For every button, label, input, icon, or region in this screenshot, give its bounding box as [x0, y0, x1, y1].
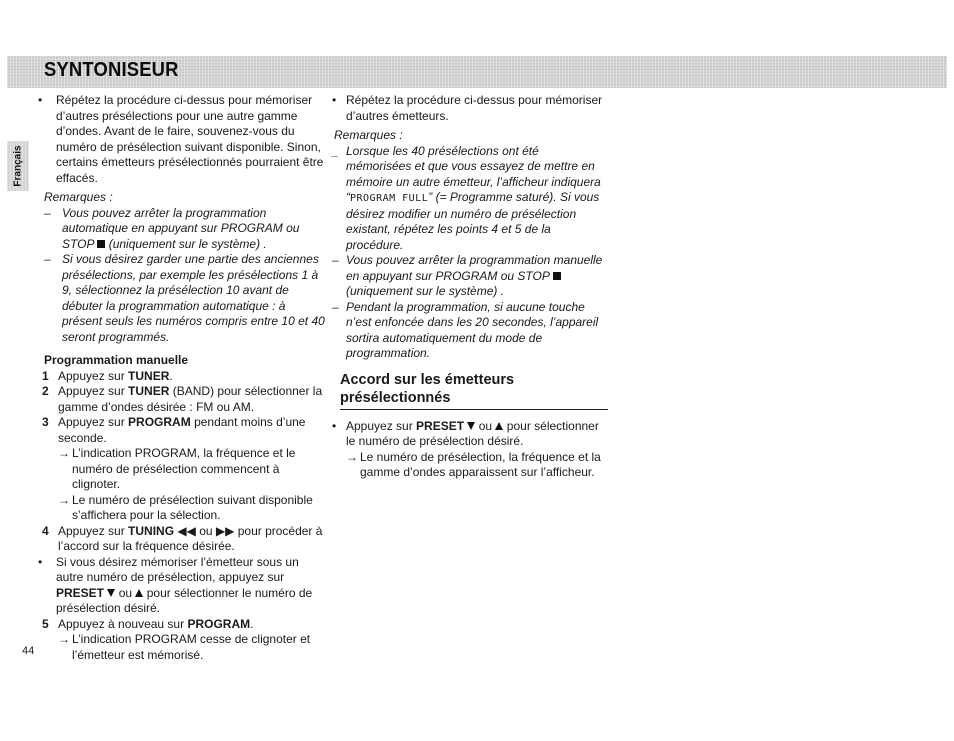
- remark-item: [38, 252, 328, 345]
- list-item: [332, 419, 607, 450]
- dash-marker: –: [332, 253, 339, 267]
- step-text: Appuyez sur TUNER (BAND) pour sélectionner la gamme d’ondes désirée : FM ou AM.: [58, 384, 323, 414]
- result-item: [38, 632, 328, 663]
- remark-text: Pendant la programmation, si aucune touche n’est enfoncée dans les 20 secondes, l’appareil sortira automatiquement du mode de programmation.: [346, 299, 599, 360]
- result-text: Le numéro de présélection suivant disponible s’affichera pour la sélection.: [72, 492, 313, 522]
- bullet-marker: •: [332, 93, 337, 107]
- step-number: 5: [42, 616, 49, 631]
- step-item: [38, 369, 328, 385]
- result-text: L’indication PROGRAM cesse de clignoter et l’émetteur est mémorisé.: [72, 632, 311, 662]
- dash-marker: –: [44, 205, 51, 220]
- arrow-right-icon: →: [58, 492, 70, 507]
- fast-forward-icon: ▶▶: [215, 523, 235, 538]
- remark-text: Si vous désirez garder une partie des anciennes présélections, par exemple les présélections 1 à 9, sélectionnez la présélection 10 avant de débuter la programmation automatique : à présent seuls les numéros compris entre 10 et 40 seront programmés.: [62, 252, 325, 344]
- bullet-marker: •: [38, 93, 43, 107]
- section-heading: [332, 371, 607, 410]
- step-item: [38, 384, 328, 415]
- arrow-right-icon: →: [58, 446, 70, 460]
- list-item: [38, 93, 328, 186]
- page-title: SYNTONISEUR: [44, 59, 179, 81]
- paragraph: Si vous désirez mémoriser l’émetteur sous un autre numéro de présélection, appuyez sur PRESET ou pour sélectionner le numéro de présélection désiré.: [56, 554, 313, 615]
- step-text: Appuyez sur TUNING ◀◀ ou ▶▶ pour procéder à l’accord sur la fréquence désirée.: [58, 523, 323, 553]
- result-item: [38, 493, 328, 524]
- dash-marker: _: [332, 143, 339, 158]
- lcd-display-text: PROGRAM FULL: [350, 193, 429, 204]
- triangle-up-icon: [135, 589, 143, 597]
- dash-marker: –: [44, 252, 51, 266]
- step-item: [38, 524, 328, 555]
- remark-item: [332, 300, 607, 362]
- section-rule: [340, 409, 608, 410]
- step-text: Appuyez à nouveau sur PROGRAM.: [58, 616, 254, 631]
- bullet-marker: •: [38, 554, 43, 569]
- remark-text: Vous pouvez arrêter la programmation automatique en appuyant sur PROGRAM ou STOP (uniquement sur le système) .: [62, 205, 300, 251]
- left-column: [38, 93, 328, 663]
- triangle-down-icon: [467, 422, 475, 430]
- result-text: L’indication PROGRAM, la fréquence et le numéro de présélection commencent à clignoter.: [72, 446, 296, 491]
- result-item: [332, 450, 607, 481]
- result-item: [38, 446, 328, 493]
- language-tab-label: Français: [12, 145, 24, 187]
- step-text: Appuyez sur TUNER.: [58, 368, 173, 383]
- step-number: 1: [42, 368, 49, 383]
- list-item: [332, 93, 607, 124]
- step-number: 2: [42, 384, 49, 398]
- step-item: [38, 617, 328, 633]
- arrow-right-icon: →: [58, 632, 70, 646]
- section-title-line: présélectionnés: [340, 389, 451, 406]
- remark-item: [332, 144, 607, 254]
- remarks-title: Remarques :: [334, 128, 403, 142]
- triangle-up-icon: [495, 422, 503, 430]
- result-text: Le numéro de présélection, la fréquence et la gamme d’ondes apparaissent sur l’afficheur.: [360, 449, 601, 479]
- step-text: Appuyez sur PROGRAM pendant moins d’une seconde.: [58, 415, 306, 445]
- step-number: 4: [42, 523, 49, 538]
- step-number: 3: [42, 415, 49, 429]
- list-item: [38, 555, 328, 617]
- rewind-icon: ◀◀: [177, 523, 196, 538]
- page-number: 44: [22, 645, 35, 657]
- remark-text: Vous pouvez arrêter la programmation manuelle en appuyant sur PROGRAM ou STOP (uniquement sur le système) .: [346, 253, 603, 298]
- stop-square-icon: [97, 240, 105, 248]
- bullet-marker: •: [332, 418, 337, 433]
- step-item: [38, 415, 328, 446]
- remarks-title: Remarques :: [44, 190, 113, 204]
- remark-text: Lorsque les 40 présélections ont été mémorisées et que vous essayez de mettre en mémoire un autre émetteur, l’afficheur indiquera “PROGRAM FULL” (= Programme saturé). Si vous désirez modifier un numéro de présélection existant, répétez les points 4 et 5 de la procédure.: [346, 143, 601, 252]
- subsection-title: Programmation manuelle: [44, 353, 189, 367]
- remark-item: [332, 253, 607, 300]
- paragraph: Répétez la procédure ci-dessus pour mémoriser d’autres présélections pour une autre gamme d’ondes. Avant de le faire, souvenez-vous du numéro de présélection suivant disponible. Sinon, certains émetteurs présélectionnés pourraient être effacés.: [56, 93, 324, 185]
- paragraph: Appuyez sur PRESET ou pour sélectionner le numéro de présélection désiré.: [346, 418, 599, 448]
- stop-square-icon: [553, 272, 561, 280]
- paragraph: Répétez la procédure ci-dessus pour mémoriser d’autres émetteurs.: [346, 93, 603, 123]
- section-title-line: Accord sur les émetteurs: [340, 371, 515, 388]
- remark-item: [38, 206, 328, 253]
- dash-marker: –: [332, 299, 339, 314]
- triangle-down-icon: [107, 589, 115, 597]
- right-column: [332, 93, 607, 481]
- arrow-right-icon: →: [346, 449, 358, 464]
